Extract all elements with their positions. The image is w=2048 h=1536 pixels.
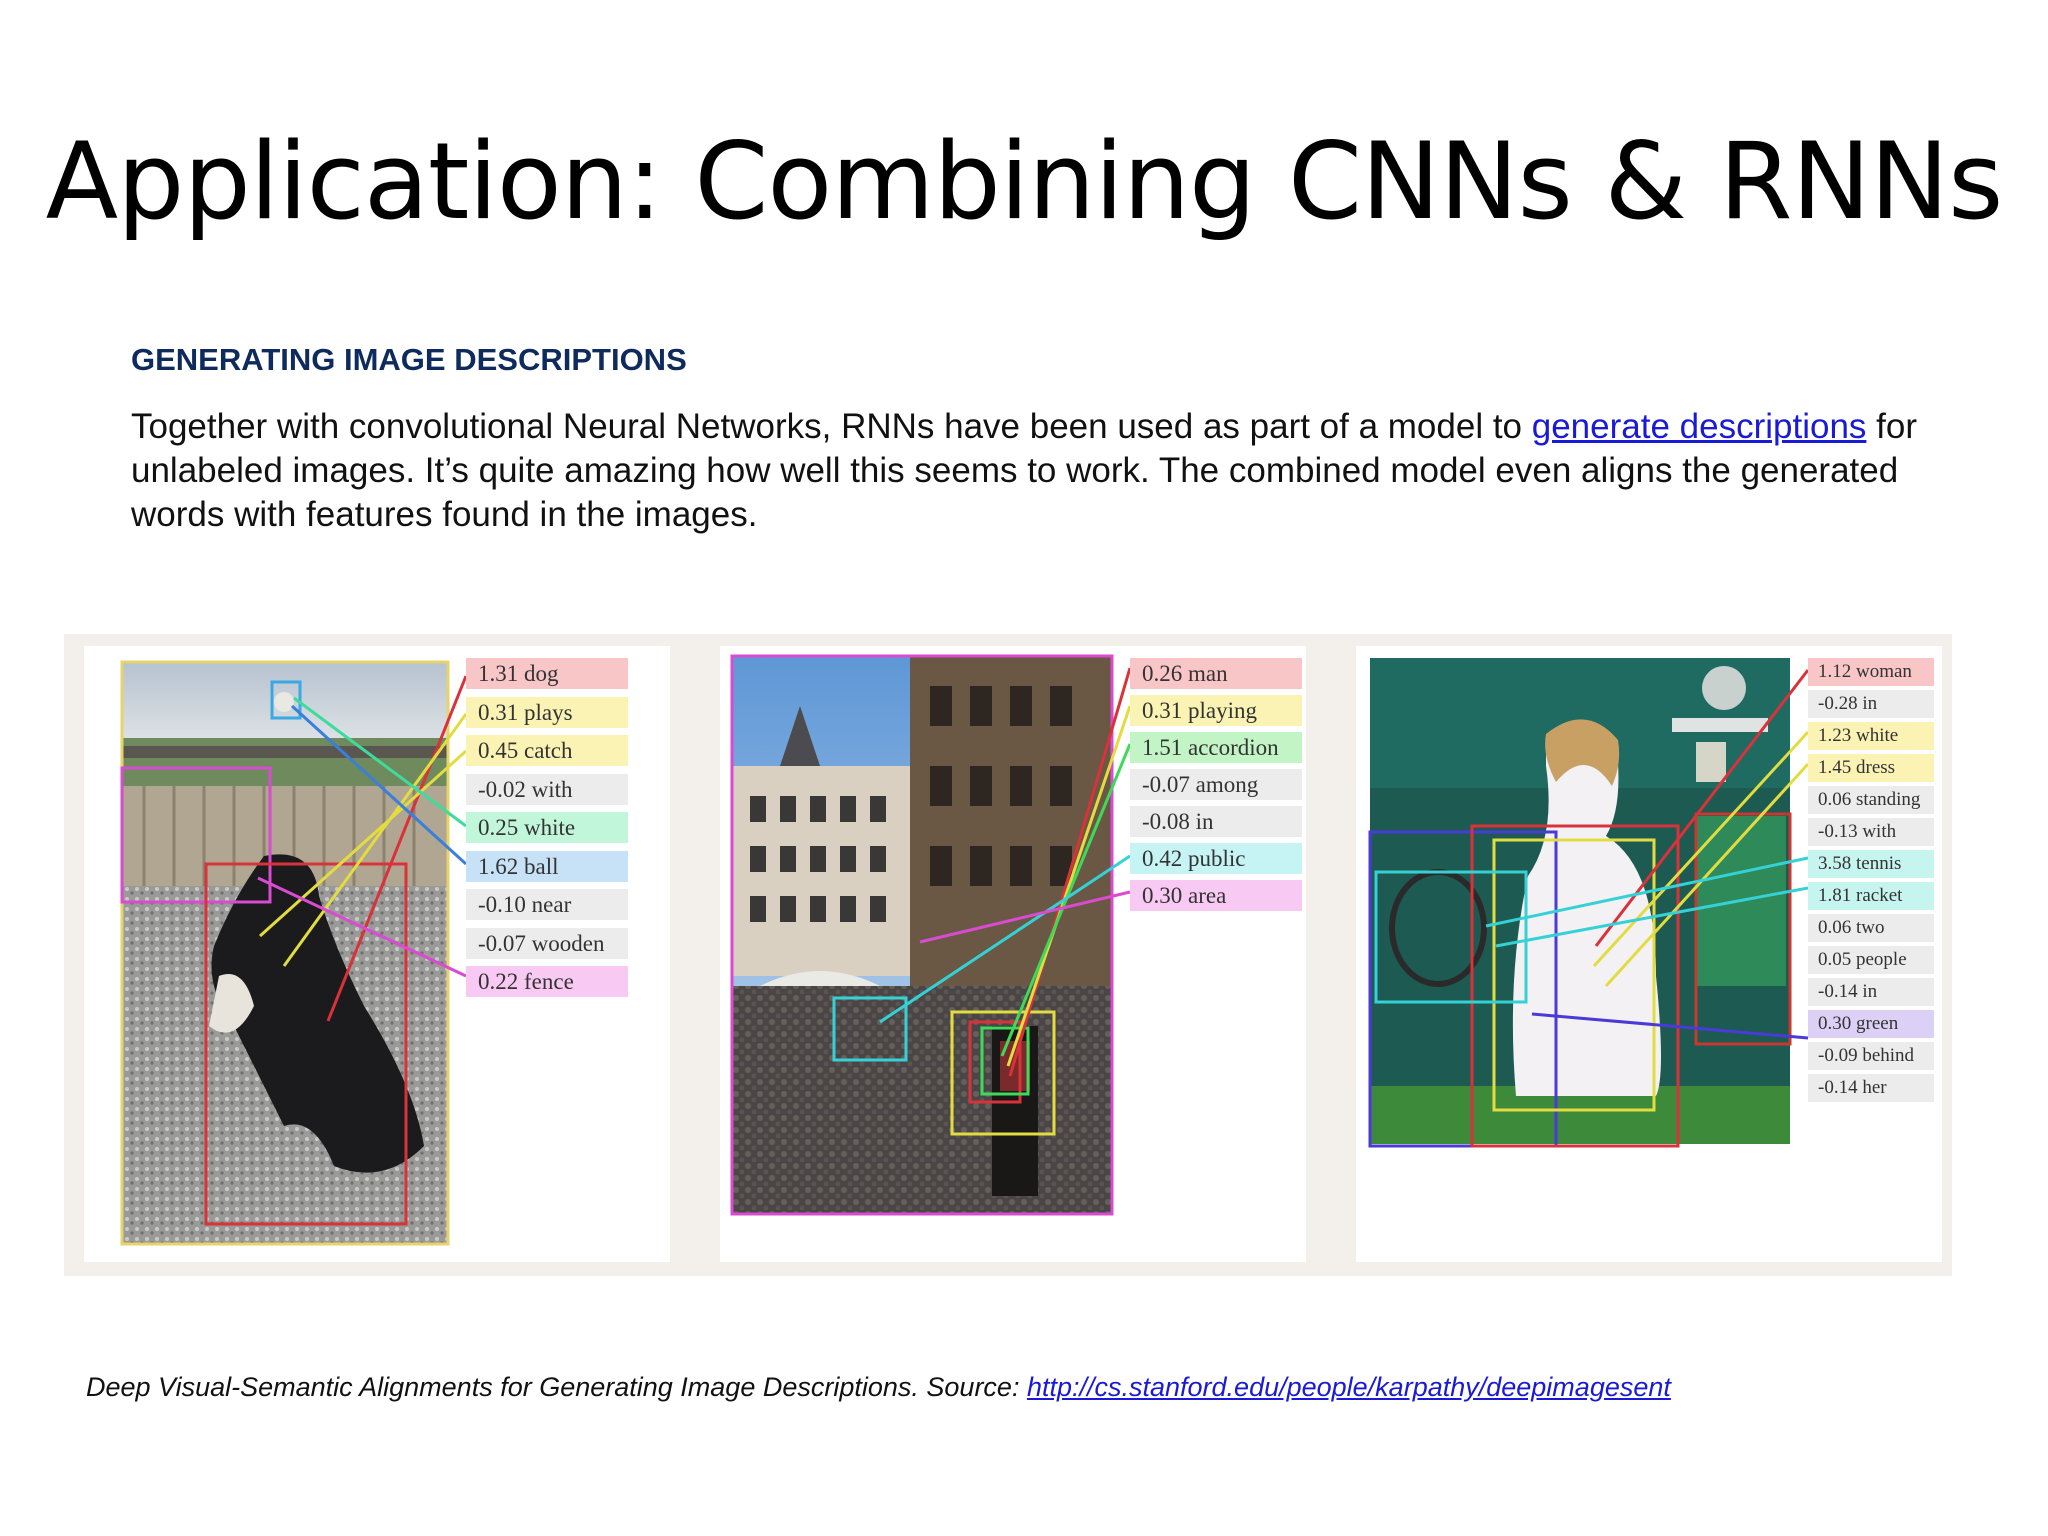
word-label: 0.22 fence [466,966,628,997]
word-label: 0.31 playing [1130,695,1302,726]
word-label: -0.07 wooden [466,928,628,959]
word-label: 1.23 white [1808,722,1934,750]
word-label: 0.05 people [1808,946,1934,974]
section-subheading: GENERATING IMAGE DESCRIPTIONS [131,342,687,377]
word-label: -0.09 behind [1808,1042,1934,1070]
word-label: 0.30 green [1808,1010,1934,1038]
word-label: 0.25 white [466,812,628,843]
word-label: 1.51 accordion [1130,732,1302,763]
generate-descriptions-link[interactable]: generate descriptions [1531,407,1867,446]
figure-image-captioning-examples [64,634,1952,1276]
word-label: 1.62 ball [466,851,628,882]
word-label: 1.81 racket [1808,882,1934,910]
figure-panel-tennis [1356,646,1942,1262]
word-label: 1.45 dress [1808,754,1934,782]
word-label: 0.42 public [1130,843,1302,874]
word-label: 0.06 standing [1808,786,1934,814]
caption-text: Deep Visual-Semantic Alignments for Generating Image Descriptions. Source: [86,1372,1027,1402]
word-label: 0.26 man [1130,658,1302,689]
word-label: 0.06 two [1808,914,1934,942]
word-label: -0.07 among [1130,769,1302,800]
word-label: 0.31 plays [466,697,628,728]
slide-title: Application: Combining CNNs & RNNs [45,120,2003,243]
word-label: 0.45 catch [466,735,628,766]
paragraph-text-before-link: Together with convolutional Neural Networks, RNNs have been used as part of a model to [131,407,1532,446]
word-label: -0.13 with [1808,818,1934,846]
word-label: 0.30 area [1130,880,1302,911]
figure-panel-accordion [720,646,1306,1262]
word-label: -0.08 in [1130,806,1302,837]
word-label: 1.12 woman [1808,658,1934,686]
paragraph-text-after-link: for unlabeled images. It’s quite amazing how well this seems to work. The combined model even aligns the generated words with features found in the images. [131,407,1917,534]
word-label: 1.31 dog [466,658,628,689]
word-label: -0.14 her [1808,1074,1934,1102]
word-label: -0.14 in [1808,978,1934,1006]
word-label: -0.02 with [466,774,628,805]
figure-caption [86,1372,1671,1403]
source-link[interactable]: http://cs.stanford.edu/people/karpathy/deepimagesent [1026,1372,1671,1402]
body-paragraph [131,405,1941,537]
word-label: -0.10 near [466,889,628,920]
word-label: 3.58 tennis [1808,850,1934,878]
figure-panel-dog [84,646,670,1262]
word-label: -0.28 in [1808,690,1934,718]
